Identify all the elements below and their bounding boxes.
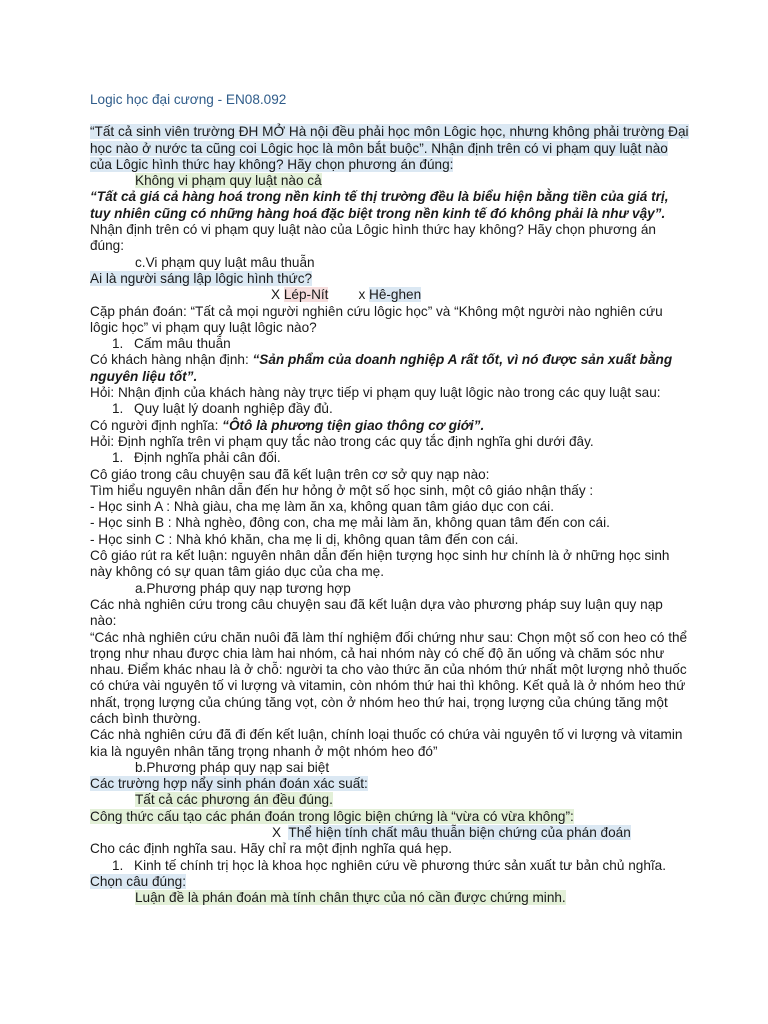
answer-7: a.Phương pháp quy nạp tương hợp xyxy=(135,580,351,596)
list-number: 1. xyxy=(112,336,124,352)
question-1-text: “Tất cả sinh viên trường ĐH MỞ Hà nội đều phải học môn Lôgic học, nhưng không phải trường Đại học nào ở nước ta cũng coi Lôgic học là môn bắt buộc”. Nhận định trên có vi phạm quy luật nào của Lôgic hình thức hay không? Hãy chọn phương án đúng: xyxy=(90,124,689,172)
question-8-story-end: Các nhà nghiên cứu đã đi đến kết luận, chính loại thuốc có chứa vài nguyên tố vi lượng và vitamin kia là nguyên nhân tăng trọng nhanh ở một nhóm heo đó” xyxy=(90,727,683,759)
list-number: 1. xyxy=(112,450,124,466)
question-8-story: “Các nhà nghiên cứu chăn nuôi đã làm thí nghiệm đối chứng như sau: Chọn một số con heo có thể trọng như nhau được chia làm hai nhóm, cả hai nhóm này có chế độ ăn uống và chăm sóc như nhau. Điểm khác nhau là ở chỗ: người ta cho vào thức ăn của nhóm thứ nhất một lượng nhỏ thuốc có chứa vài nguyên tố vi lượng và vitamin, còn nhóm thứ hai thì không. Kết quả là ở nhóm heo thứ nhất, trọng lượng của chúng tăng vọt, còn ở nhóm heo thứ hai, trọng lượng của chúng tăng một cách bình thường. xyxy=(90,629,688,726)
answer-5 xyxy=(90,401,690,417)
question-3-text: Ai là người sáng lập lôgic hình thức? xyxy=(90,270,313,286)
question-10 xyxy=(90,809,690,825)
answer-9-text: Tất cả các phương án đều đúng. xyxy=(135,792,333,808)
document-title: Logic học đại cương - EN08.092 xyxy=(90,92,287,107)
answer-10-text: Thể hiện tính chất mâu thuẫn biện chứng của phán đoán xyxy=(288,825,631,841)
question-5-intro: Có khách hàng nhận định: xyxy=(90,352,253,368)
answer-mark: X xyxy=(272,825,282,841)
option-mark-2: x xyxy=(358,287,366,303)
answer-1-text: Không vi phạm quy luật nào cả xyxy=(135,173,322,189)
question-7-line: - Học sinh C : Nhà khó khăn, cha mẹ li dị, không quan tâm đến con cái. xyxy=(90,531,519,547)
question-2 xyxy=(90,189,690,254)
question-5-ask: Hỏi: Nhận định của khách hàng này trực tiếp vi phạm quy luật lôgic nào trong các quy luật sau: xyxy=(90,385,661,401)
answer-4 xyxy=(90,336,690,352)
answer-4-text: Cấm mâu thuẫn xyxy=(134,336,231,352)
question-7-line: Cô giáo rút ra kết luận: nguyên nhân dẫn đến hiện tượng học sinh hư chính là ở những học sinh này không có sự quan tâm giáo dục của cha mẹ. xyxy=(90,548,670,580)
answer-6-text: Định nghĩa phải cân đối. xyxy=(134,450,281,466)
answer-6 xyxy=(90,450,690,466)
answer-8: b.Phương pháp quy nạp sai biệt xyxy=(135,759,330,775)
list-number: 1. xyxy=(112,857,124,873)
answer-11-text: Kinh tế chính trị học là khoa học nghiên cứu về phương thức sản xuất tư bản chủ nghĩa. xyxy=(134,857,667,873)
question-7-line: - Học sinh A : Nhà giàu, cha mẹ làm ăn xa, không quan tâm giáo dục con cái. xyxy=(90,499,554,515)
answer-9 xyxy=(90,792,690,808)
answer-2: c.Vi phạm quy luật mâu thuẫn xyxy=(135,254,315,270)
question-10-text: Công thức cấu tạo các phán đoán trong lôgic biện chứng là “vừa có vừa không”: xyxy=(90,808,574,824)
question-6-quote: “Ôtô là phương tiện giao thông cơ giới”. xyxy=(222,417,485,433)
question-12-text: Chọn câu đúng: xyxy=(90,873,186,889)
question-6 xyxy=(90,418,690,434)
question-9-text: Các trường hợp nẩy sinh phán đoán xác suất: xyxy=(90,776,368,792)
question-3 xyxy=(90,271,690,287)
option-mark-1: X xyxy=(271,287,281,303)
question-12 xyxy=(90,874,690,890)
document-page xyxy=(90,92,690,907)
question-8: Các nhà nghiên cứu trong câu chuyện sau đã kết luận dựa vào phương pháp suy luận quy nạp nào: xyxy=(90,596,663,629)
question-6-intro: Có người định nghĩa: xyxy=(90,417,223,433)
question-5-quote: “Sản phẩm của doanh nghiệp A rất tốt, vì nó được sản xuất bằng nguyên liệu tốt”. xyxy=(90,352,673,384)
question-7-line: Tìm hiểu nguyên nhân dẫn đến hư hỏng ở một số học sinh, một cô giáo nhận thấy : xyxy=(90,482,594,498)
answer-11 xyxy=(90,858,690,874)
answer-12-text: Luận đề là phán đoán mà tính chân thực của nó cần được chứng minh. xyxy=(135,890,566,906)
question-7-line: Cô giáo trong câu chuyện sau đã kết luận trên cơ sở quy nạp nào: xyxy=(90,466,490,482)
question-2-text: Nhận định trên có vi phạm quy luật nào của Lôgic hình thức hay không? Hãy chọn phương án đúng: xyxy=(90,222,656,254)
question-7-line: - Học sinh B : Nhà nghèo, đông con, cha mẹ mải làm ăn, không quan tâm đến con cái. xyxy=(90,515,610,531)
answer-10 xyxy=(90,825,690,841)
question-4: Cặp phán đoán: “Tất cả mọi người nghiên cứu lôgic học” và “Không một người nào nghiên cứu lôgic học” vi phạm quy luật lôgic nào? xyxy=(90,303,663,335)
question-1 xyxy=(90,124,690,173)
list-number: 1. xyxy=(112,401,124,417)
option-lep-nit: Lép-Nít xyxy=(283,287,329,303)
answer-5-text: Quy luật lý doanh nghiệp đầy đủ. xyxy=(134,401,333,417)
answer-1 xyxy=(90,173,690,189)
answer-12 xyxy=(90,890,690,906)
question-11: Cho các định nghĩa sau. Hãy chỉ ra một định nghĩa quá hẹp. xyxy=(90,841,452,857)
question-9 xyxy=(90,776,690,792)
option-he-ghen: Hê-ghen xyxy=(369,287,422,303)
question-2-quote: “Tất cả giá cả hàng hoá trong nền kinh tế thị trường đều là biểu hiện bằng tiền của giá trị, tuy nhiên cũng có những hàng hoá đặc biệt trong nền kinh tế đó không phải là như vậy”. xyxy=(90,189,669,221)
question-6-ask: Hỏi: Định nghĩa trên vi phạm quy tắc nào trong các quy tắc định nghĩa ghi dưới đây. xyxy=(90,433,594,449)
answer-3-options xyxy=(90,287,690,303)
question-5 xyxy=(90,352,690,385)
